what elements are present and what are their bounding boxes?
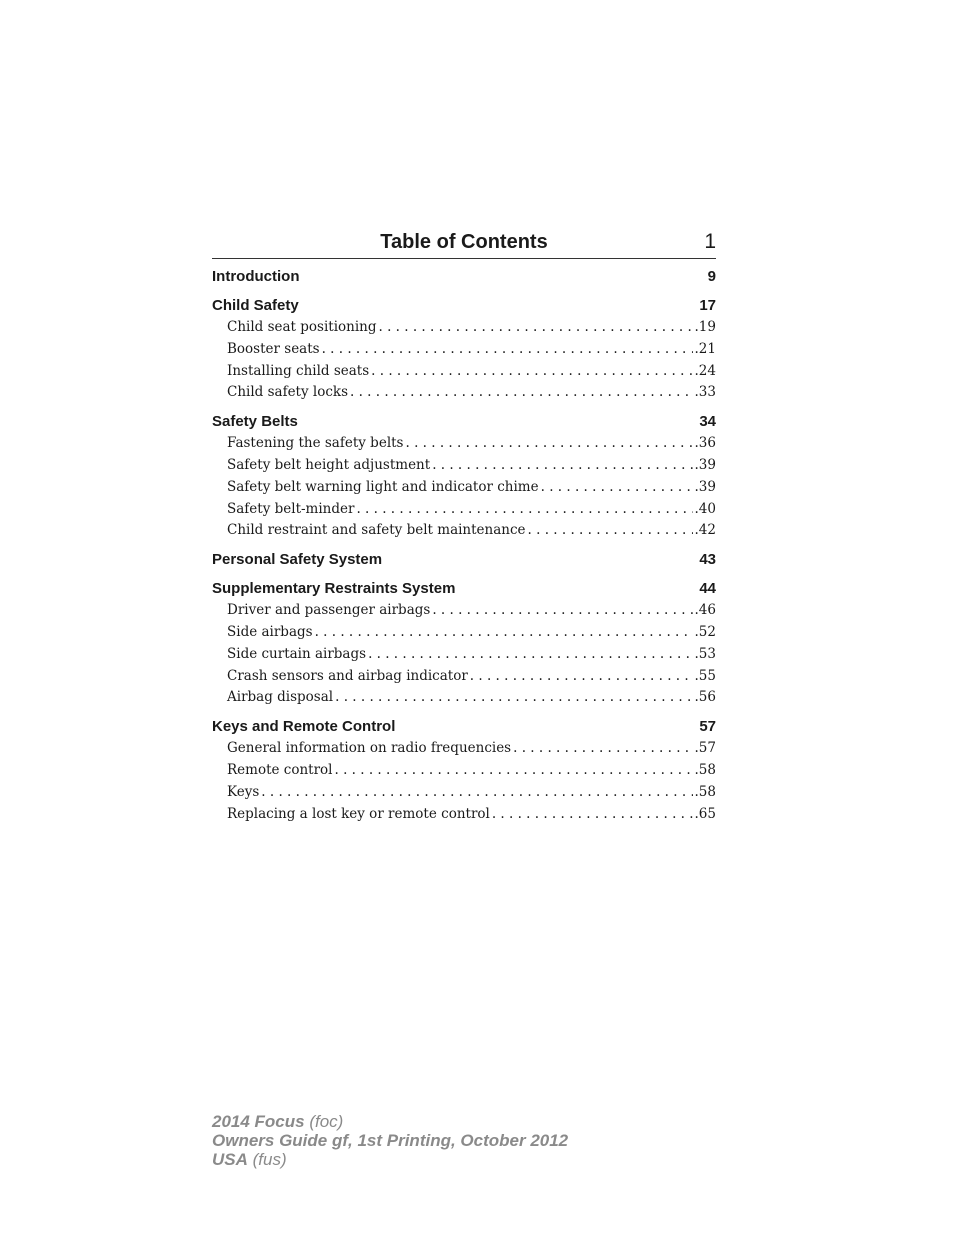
- toc-entry-page: .42: [694, 522, 716, 539]
- toc-section-title: Keys and Remote Control: [212, 718, 396, 736]
- toc-entry[interactable]: [212, 499, 716, 521]
- dot-leader: [261, 782, 692, 804]
- toc-section: [212, 549, 716, 571]
- footer-model: 2014 Focus: [212, 1112, 305, 1131]
- footer-market-code: (fus): [252, 1150, 287, 1169]
- toc-section-title: Child Safety: [212, 297, 299, 314]
- dot-leader: [335, 760, 693, 782]
- table-of-contents: [212, 266, 716, 832]
- toc-entry-page: .39: [694, 478, 716, 495]
- toc-entry[interactable]: [212, 520, 716, 542]
- toc-section-heading[interactable]: [212, 549, 716, 571]
- dot-leader: [368, 644, 692, 666]
- toc-entry[interactable]: [212, 600, 716, 622]
- toc-section-page: 44: [699, 580, 716, 598]
- toc-entry-label: Child seat positioning: [227, 319, 377, 335]
- toc-section-heading[interactable]: [212, 578, 716, 600]
- dot-leader: [432, 455, 692, 477]
- toc-entry-label: Driver and passenger airbags: [227, 602, 431, 619]
- page-title: Table of Contents: [380, 231, 548, 253]
- toc-section-heading[interactable]: [212, 266, 716, 288]
- toc-entry-page: .52: [694, 623, 716, 640]
- dot-leader: [356, 499, 692, 521]
- toc-entry-label: Crash sensors and airbag indicator: [227, 667, 468, 684]
- toc-entry-page: .33: [694, 384, 716, 401]
- toc-entry-page: .53: [694, 645, 716, 662]
- toc-section: [212, 295, 716, 404]
- dot-leader: [541, 477, 693, 499]
- toc-entry-label: Airbag disposal: [227, 689, 334, 706]
- page-header: [212, 228, 716, 259]
- toc-entry-page: .58: [694, 783, 716, 800]
- toc-entry[interactable]: [212, 738, 716, 760]
- toc-entry[interactable]: [212, 455, 716, 477]
- dot-leader: [528, 520, 693, 542]
- footer-market: USA: [212, 1150, 248, 1169]
- toc-section-title: Safety Belts: [212, 413, 298, 431]
- toc-entry-page: .40: [694, 500, 716, 517]
- toc-entry-page: .36: [694, 435, 716, 452]
- toc-section-title: Supplementary Restraints System: [212, 580, 456, 598]
- footer: [212, 1112, 568, 1169]
- toc-entry[interactable]: [212, 382, 716, 404]
- toc-entry-page: .24: [694, 362, 716, 379]
- dot-leader: [513, 738, 692, 760]
- toc-entry-page: .39: [694, 456, 716, 473]
- toc-entry[interactable]: [212, 804, 716, 826]
- toc-entry-label: Safety belt height adjustment: [227, 456, 431, 473]
- toc-section-heading[interactable]: [212, 411, 716, 433]
- toc-entry-label: Side airbags: [227, 623, 313, 640]
- toc-entry-page: .58: [694, 761, 716, 778]
- toc-section-page: 34: [699, 413, 716, 431]
- toc-entry[interactable]: [212, 317, 716, 339]
- toc-section-page: 43: [699, 551, 716, 569]
- toc-section-title: Introduction: [212, 268, 300, 285]
- toc-section-heading[interactable]: [212, 716, 716, 738]
- toc-section-heading[interactable]: [212, 295, 716, 317]
- dot-leader: [379, 317, 693, 339]
- toc-entry-label: Safety belt-minder: [227, 500, 355, 517]
- toc-entry-label: Child restraint and safety belt maintenance: [227, 522, 526, 539]
- dot-leader: [406, 433, 693, 455]
- toc-section-page: 9: [707, 268, 716, 285]
- footer-line-2: [212, 1131, 568, 1150]
- dot-leader: [315, 622, 693, 644]
- toc-entry[interactable]: [212, 760, 716, 782]
- dot-leader: [350, 382, 693, 404]
- page-number: 1: [704, 230, 716, 253]
- toc-entry[interactable]: [212, 687, 716, 709]
- toc-entry-label: Remote control: [227, 761, 333, 778]
- dot-leader: [492, 804, 693, 826]
- toc-entry-label: Booster seats: [227, 340, 320, 357]
- footer-line-1: [212, 1112, 568, 1131]
- footer-line-3: [212, 1150, 568, 1169]
- toc-entry-label: Child safety locks: [227, 384, 349, 401]
- toc-entry-label: Installing child seats: [227, 362, 370, 379]
- toc-section: [212, 266, 716, 288]
- toc-section-page: 17: [699, 297, 716, 314]
- toc-entry-label: Side curtain airbags: [227, 645, 367, 662]
- toc-entry-label: General information on radio frequencies: [227, 740, 512, 757]
- toc-section: [212, 716, 716, 825]
- toc-entry[interactable]: [212, 477, 716, 499]
- toc-entry-label: Fastening the safety belts: [227, 435, 404, 452]
- dot-leader: [432, 600, 692, 622]
- toc-entry-label: Keys: [227, 783, 260, 800]
- footer-guide-info: Owners Guide gf, 1st Printing, October 2012: [212, 1131, 569, 1150]
- toc-entry-page: .56: [694, 689, 716, 706]
- toc-section-page: 57: [699, 718, 716, 736]
- toc-entry-page: .19: [694, 319, 716, 335]
- toc-entry-page: .57: [694, 740, 716, 757]
- dot-leader: [470, 666, 693, 688]
- toc-entry[interactable]: [212, 666, 716, 688]
- toc-entry-page: .55: [694, 667, 716, 684]
- toc-entry[interactable]: [212, 433, 716, 455]
- toc-entry[interactable]: [212, 622, 716, 644]
- toc-entry[interactable]: [212, 644, 716, 666]
- dot-leader: [322, 339, 693, 361]
- footer-model-code: (foc): [309, 1112, 344, 1131]
- toc-entry-label: Replacing a lost key or remote control: [227, 805, 490, 822]
- toc-section-title: Personal Safety System: [212, 551, 383, 569]
- dot-leader: [335, 687, 692, 709]
- toc-entry-page: .21: [694, 340, 716, 357]
- toc-section: [212, 578, 716, 709]
- toc-entry-page: .65: [694, 805, 716, 822]
- toc-entry-page: .46: [694, 602, 716, 619]
- toc-entry-label: Safety belt warning light and indicator chime: [227, 478, 539, 495]
- toc-entry[interactable]: [212, 339, 716, 361]
- toc-entry[interactable]: [212, 361, 716, 383]
- toc-section: [212, 411, 716, 542]
- dot-leader: [371, 361, 692, 383]
- toc-entry[interactable]: [212, 782, 716, 804]
